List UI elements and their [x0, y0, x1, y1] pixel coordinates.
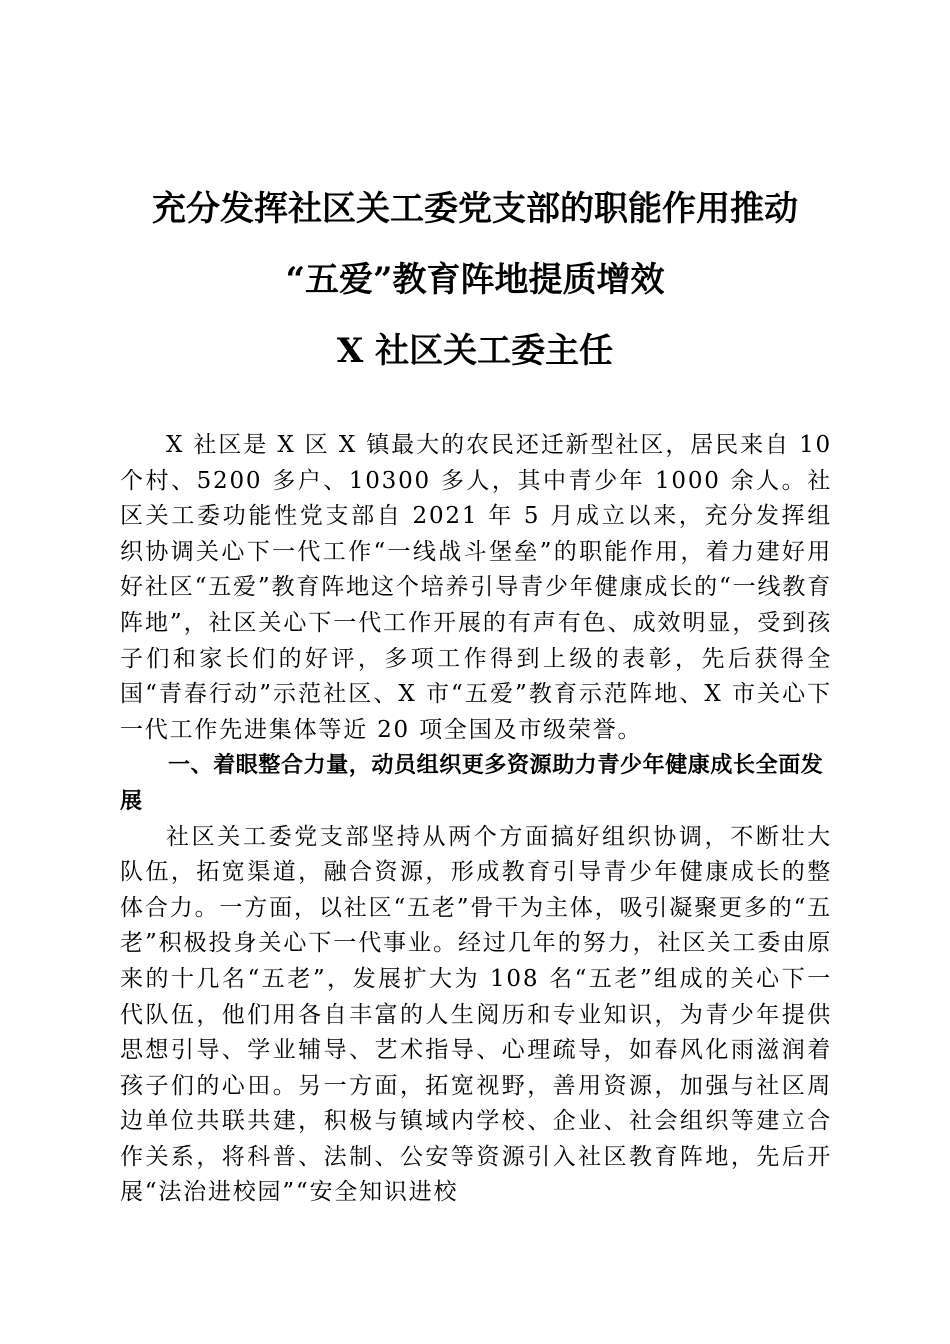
section-1-paragraph: 社区关工委党支部坚持从两个方面搞好组织协调，不断壮大队伍，拓宽渠道，融合资源，形成教育引导青少年健康成长的整体合力。一方面，以社区“五老”骨干为主体，吸引凝聚更多的“五老”积极投身关心下一代事业。经过几年的努力，社区关工委由原来的十几名“五老”，发展扩大为 108 名“五老”组成的关心下一代队伍，他们用各自丰富的人生阅历和专业知识，为青少年提供思想引导、学业辅导、艺术指导、心理疏导，如春风化雨滋润着孩子们的心田。另一方面，拓宽视野，善用资源，加强与社区周边单位共联共建，积极与镇域内学校、企业、社会组织等建立合作关系，将科普、法制、公安等资源引入社区教育阵地，先后开展“法治进校园”“安全知识进校	[120, 823, 832, 1206]
document-body	[120, 428, 832, 1211]
intro-paragraph: X 社区是 X 区 X 镇最大的农民还迁新型社区，居民来自 10 个村、5200 多户、10300 多人，其中青少年 1000 余人。社区关工委功能性党支部自 2021 年 5 月成立以来，充分发挥组织协调关心下一代工作“一线战斗堡垒”的职能作用，着力建好用好社区“五爱”教育阵地这个培养引导青少年健康成长的“一线教育阵地”，社区关心下一代工作开展的有声有色、成效明显，受到孩子们和家长们的好评，多项工作得到上级的表彰，先后获得全国“青春行动”示范社区、X 市“五爱”教育示范阵地、X 市关心下一代工作先进集体等近 20 项全国及市级荣誉。	[120, 432, 832, 743]
document-author-line: X 社区关工委主任	[336, 331, 614, 371]
document-title-line-1: 充分发挥社区关工委党支部的职能作用推动	[152, 189, 798, 229]
section-1-heading: 一、着眼整合力量，动员组织更多资源助力青少年健康成长全面发展	[120, 753, 824, 814]
document-title-line-2: “五爱”教育阵地提质增效	[285, 260, 665, 300]
title-block	[0, 189, 950, 371]
